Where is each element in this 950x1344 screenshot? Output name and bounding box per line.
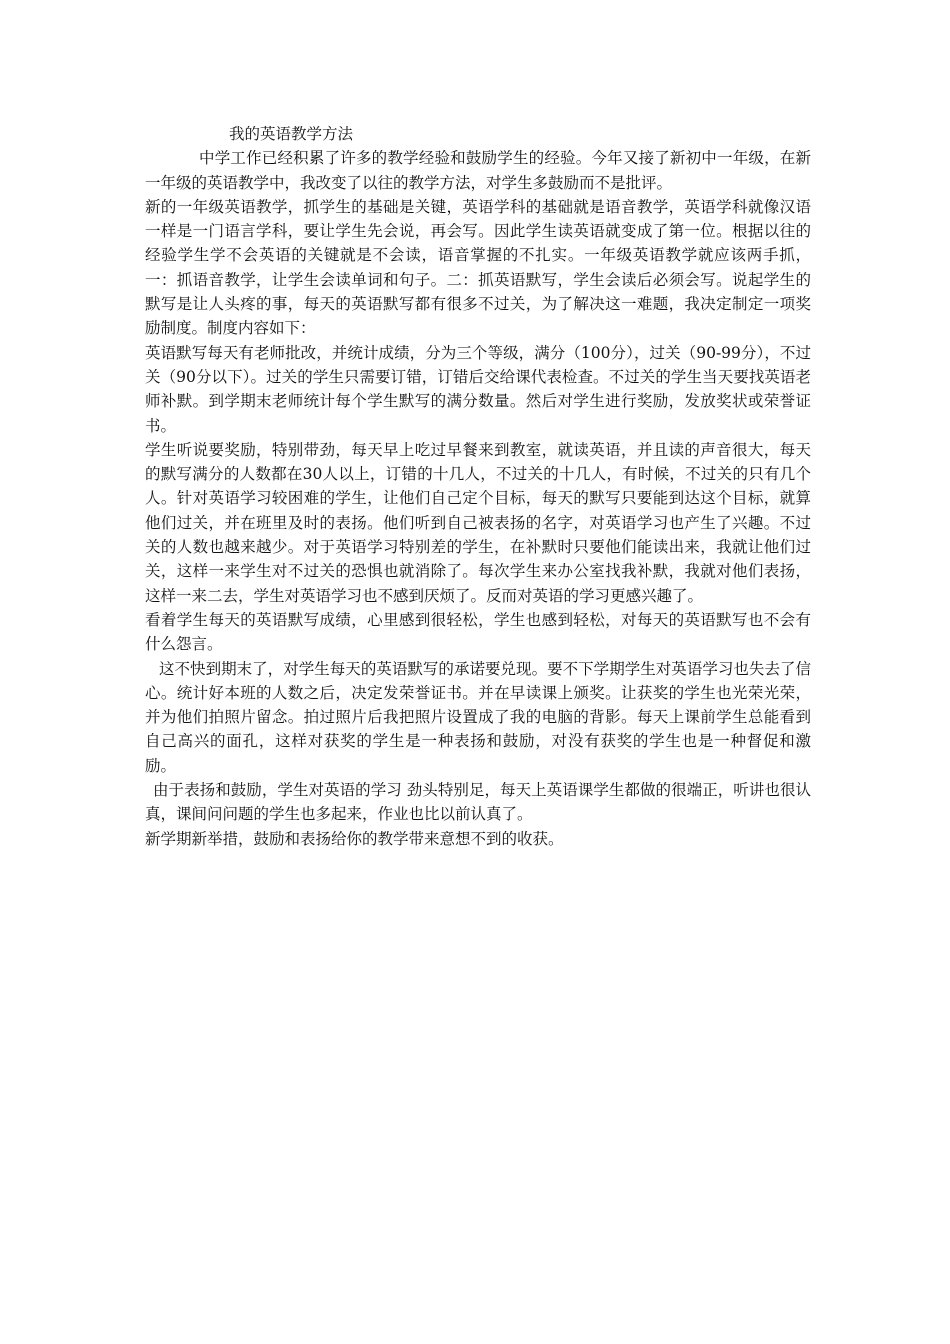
paragraph-awards: 这不快到期末了，对学生每天的英语默写的承诺要兑现。要不下学期学生对英语学习也失去了信心。统计好本班的人数之后，决定发荣誉证书。并在早读课上颁奖。让获奖的学生也光荣光荣，并为他们拍照片留念。拍过照片后我把照片设置成了我的电脑的背影。每天上课前学生总能看到自己高兴的面孔，这样对获奖的学生是一种表扬和鼓励，对没有获奖的学生也是一种督促和激励。	[145, 659, 811, 775]
paragraph-basics: 新的一年级英语教学，抓学生的基础是关键，英语学科的基础就是语音教学，英语学科就像汉语一样是一门语言学科，要让学生先会说，再会写。因此学生读英语就变成了第一位。根据以往的经验学生学不会英语的关键就是不会读，语音掌握的不扎实。一年级英语教学就应该两手抓，一：抓语音教学，让学生会读单词和句子。二：抓英语默写，学生会读后必须会写。说起学生的默写是让人头疼的事，每天的英语默写都有很多不过关，为了解决这一难题，我决定制定一项奖励制度。制度内容如下：	[145, 197, 811, 338]
paragraph-grading-rules: 英语默写每天有老师批改，并统计成绩，分为三个等级，满分（100分），过关（90-99分），不过关（90分以下）。过关的学生只需要订错，订错后交给课代表检查。不过关的学生当天要找英语老师补默。到学期末老师统计每个学生默写的满分数量。然后对学生进行奖励，发放奖状或荣誉证书。	[145, 343, 811, 435]
document-body	[145, 122, 811, 851]
paragraph-effects: 由于表扬和鼓励，学生对英语的学习 劲头特别足，每天上英语课学生都做的很端正，听讲也很认真，课间问问题的学生也多起来，作业也比以前认真了。	[145, 781, 811, 824]
paragraph-student-response: 学生听说要奖励，特别带劲，每天早上吃过早餐来到教室，就读英语，并且读的声音很大，每天的默写满分的人数都在30人以上，订错的十几人，不过关的十几人，有时候，不过关的只有几个人。针对英语学习较困难的学生，让他们自己定个目标，每天的默写只要能到达这个目标，就算他们过关，并在班里及时的表扬。他们听到自己被表扬的名字，对英语学习也产生了兴趣。不过关的人数也越来越少。对于英语学习特别差的学生，在补默时只要他们能读出来，我就让他们过关，这样一来学生对不过关的恐惧也就消除了。每次学生来办公室找我补默，我就对他们表扬，这样一来二去，学生对英语学习也不感到厌烦了。反而对英语的学习更感兴趣了。	[145, 440, 811, 605]
paragraph-intro: 中学工作已经积累了许多的教学经验和鼓励学生的经验。今年又接了新初中一年级，在新一年级的英语教学中，我改变了以往的教学方法，对学生多鼓励而不是批评。	[145, 149, 811, 192]
paragraph-conclusion: 新学期新举措，鼓励和表扬给你的教学带来意想不到的收获。	[145, 829, 564, 848]
paragraph-results: 看着学生每天的英语默写成绩，心里感到很轻松，学生也感到轻松，对每天的英语默写也不会有什么怨言。	[145, 610, 811, 654]
document-title: 我的英语教学方法	[229, 125, 354, 143]
